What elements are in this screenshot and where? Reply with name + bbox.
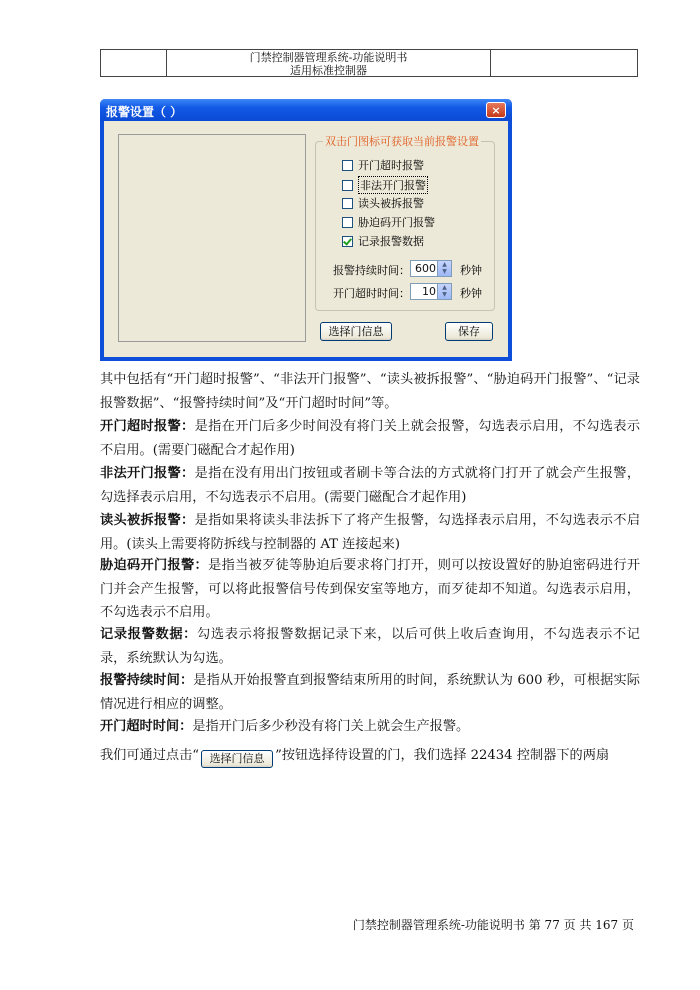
alarm-settings-dialog [100,99,512,361]
checkbox-label: 记录报警数据 [358,235,424,248]
alarm-duration-unit: 秒钟 [460,264,482,277]
spin-down-icon[interactable]: ▼ [442,291,447,298]
door-timeout-label: 开门超时时间： [333,287,410,300]
checkbox-box[interactable] [342,160,353,171]
item-text: 是指开门后多少秒没有将门关上就会生产报警。 [192,719,470,734]
alarm-duration-value[interactable]: 600 [415,262,436,275]
item-term: 开门超时报警： [100,419,195,434]
item-term: 胁迫码开门报警： [100,558,209,573]
checkbox-label: 读头被拆报警 [358,197,424,210]
dialog-titlebar[interactable] [100,99,512,121]
item-term: 非法开门报警： [100,466,195,481]
door-tree-pane[interactable] [118,134,306,342]
item-illegal-open [100,462,640,509]
last-paragraph [100,744,640,768]
spinner-arrows[interactable] [437,261,451,276]
checkbox-box[interactable] [342,180,353,191]
checkbox-record-alarm-data[interactable] [342,233,424,249]
checkbox-box[interactable] [342,198,353,209]
door-timeout-spinner[interactable] [410,283,452,300]
dialog-title: 报警设置（ ） [106,105,183,119]
item-door-timeout-time [100,715,640,739]
item-text: 勾选表示将报警数据记录下来，以后可供上收后查询用，不勾选表示不记录，系统默认为勾选。 [100,627,640,666]
checkbox-reader-tamper-alarm[interactable] [342,195,424,211]
checkbox-duress-open-alarm[interactable] [342,214,435,230]
checkbox-door-timeout-alarm[interactable] [342,157,424,173]
item-text: 是指在开门后多少时间没有将门关上就会报警，勾选表示启用，不勾选表示不启用。(需要门磁配合才起作用) [100,419,641,458]
item-text: 是指当被歹徒等胁迫后要求将门打开，则可以按设置好的胁迫密码进行开门并会产生报警，可以将此报警信号传到保安室等地方，而歹徒却不知道。勾选表示启用，不勾选表示不启用。 [100,558,641,620]
item-text: 是指如果将读头非法拆下了将产生报警，勾选择表示启用，不勾选表示不启用。(读头上需要将防拆线与控制器的 AT 连接起来) [100,513,641,552]
item-duress [100,554,640,625]
intro-paragraph: 其中包括有“开门超时报警”、“非法开门报警”、“读头被拆报警”、“胁迫码开门报警”、“记录报警数据”、“报警持续时间”及“开门超时时间”等。 [100,372,640,411]
close-button[interactable] [486,102,506,118]
item-door-timeout [100,415,640,462]
checkbox-label: 开门超时报警 [358,159,424,172]
item-alarm-duration [100,669,640,716]
header-table [100,49,638,77]
page-footer: 门禁控制器管理系统-功能说明书 第 77 页 共 167 页 [352,918,634,932]
spin-up-icon[interactable]: ▲ [442,284,447,291]
spinner-arrows[interactable] [437,284,451,299]
checkbox-label: 非法开门报警 [358,176,428,194]
item-reader-tamper [100,509,640,556]
checkmark-icon[interactable] [342,236,353,247]
last-text-before: 我们可通过点击“ [100,748,200,763]
checkbox-illegal-open-alarm[interactable] [342,176,428,194]
door-timeout-value[interactable]: 10 [422,285,436,298]
header-cell-left [101,50,167,76]
header-title-line1: 门禁控制器管理系统-功能说明书 [249,51,408,64]
item-record-data [100,623,640,670]
close-icon: × [491,104,501,117]
header-cell-title [167,50,491,76]
save-button[interactable]: 保存 [445,322,493,341]
alarm-duration-spinner[interactable] [410,260,452,277]
checkbox-label: 胁迫码开门报警 [358,216,435,229]
item-text: 是指在没有用出门按钮或者刷卡等合法的方式就将门打开了就会产生报警，勾选择表示启用，不勾选表示不启用。(需要门磁配合才起作用) [100,466,641,505]
item-term: 读头被拆报警： [100,513,195,528]
group-title: 双击门图标可获取当前报警设置 [325,135,479,148]
dialog-client-area [104,121,508,357]
item-term: 记录报警数据： [100,627,198,642]
select-door-button[interactable]: 选择门信息 [320,322,392,341]
header-cell-right [491,50,637,76]
last-text-after: ”按钮选择待设置的门，我们选择 22434 控制器下的两扇 [275,748,610,763]
alarm-duration-label: 报警持续时间： [333,264,410,277]
spin-down-icon[interactable]: ▼ [442,268,447,275]
inline-select-door-button: 选择门信息 [201,750,273,768]
checkbox-box[interactable] [342,217,353,228]
header-title-line2: 适用标准控制器 [290,64,367,77]
spin-up-icon[interactable]: ▲ [442,261,447,268]
door-timeout-unit: 秒钟 [460,287,482,300]
item-text: 是指从开始报警直到报警结束所用的时间，系统默认为 600 秒，可根据实际情况进行相应的调整。 [100,673,640,712]
item-term: 报警持续时间： [100,673,194,688]
item-term: 开门超时时间： [100,719,193,734]
